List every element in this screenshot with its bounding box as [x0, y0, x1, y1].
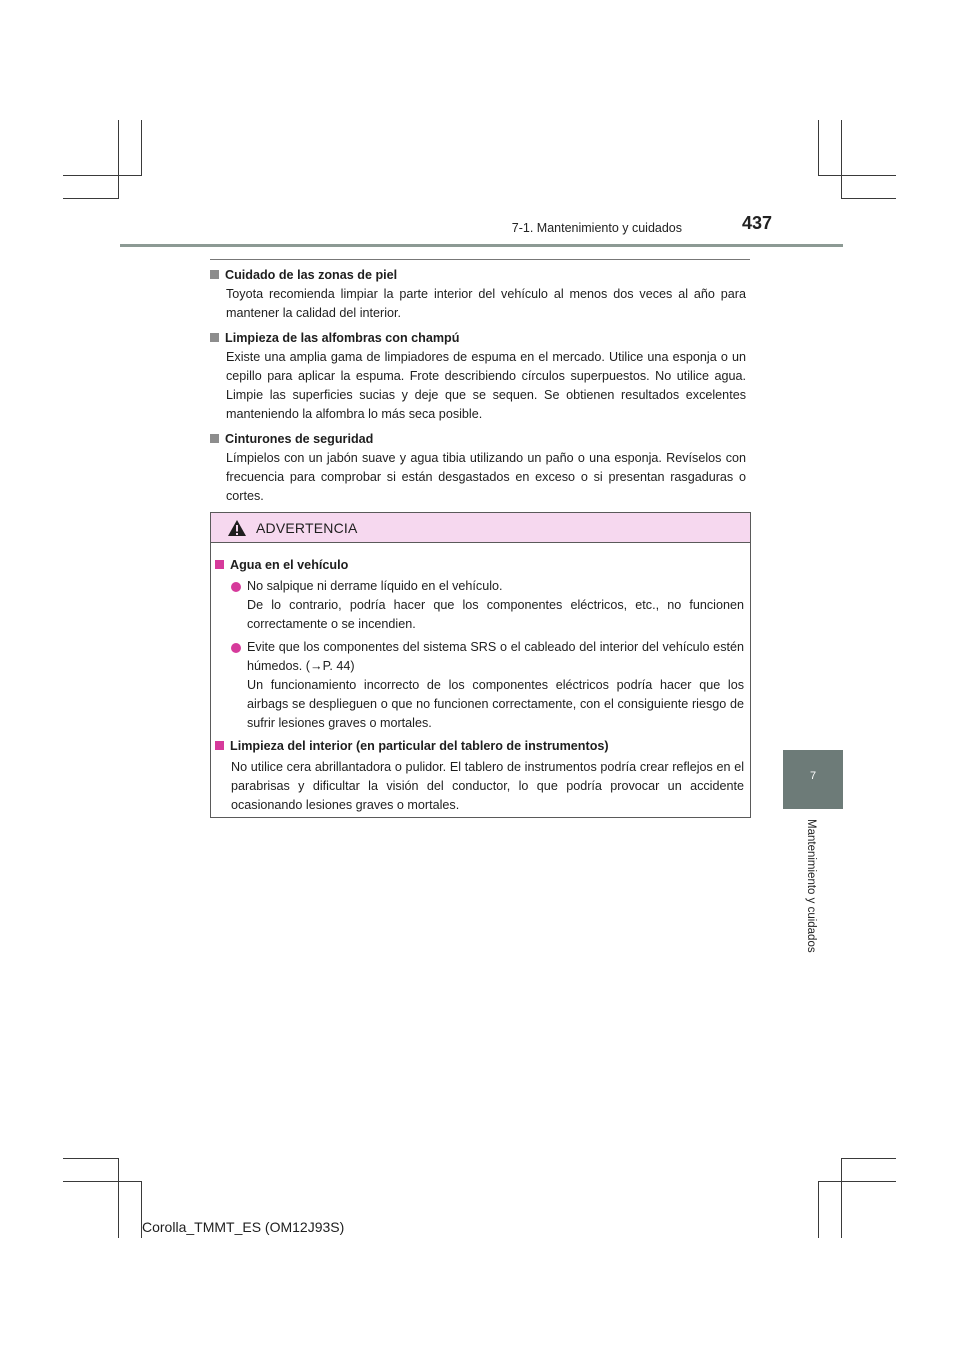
list-item: [210, 430, 746, 506]
crop-mark: [841, 1158, 842, 1238]
square-bullet-icon: [210, 434, 219, 443]
warning-header: [211, 513, 750, 543]
circle-bullet-icon: [231, 582, 241, 592]
crop-mark: [118, 120, 119, 198]
item-title: Cuidado de las zonas de piel: [225, 268, 398, 282]
crop-mark: [118, 1158, 119, 1238]
warning-section-title: Agua en el vehículo: [230, 558, 349, 572]
square-bullet-icon: [210, 333, 219, 342]
list-item: [210, 266, 746, 323]
crop-mark: [818, 1181, 896, 1182]
content-top-rule: [210, 259, 750, 260]
chapter-label: Mantenimiento y cuidados: [805, 819, 817, 953]
circle-bullet-icon: [231, 643, 241, 653]
chapter-number: 7: [809, 770, 817, 782]
list-item: [210, 329, 746, 424]
crop-mark: [141, 120, 142, 175]
warning-body: [211, 543, 750, 815]
crop-mark: [841, 198, 896, 199]
section-title: 7-1. Mantenimiento y cuidados: [511, 221, 682, 235]
warning-title: ADVERTENCIA: [256, 520, 358, 536]
page-number: 437: [742, 213, 773, 233]
warning-triangle-icon: [227, 519, 247, 537]
item-title: Limpieza de las alfombras con champú: [225, 331, 460, 345]
item-title: Cinturones de seguridad: [225, 432, 374, 446]
crop-mark: [63, 1158, 119, 1159]
crop-mark: [818, 120, 819, 175]
crop-mark: [841, 120, 842, 198]
square-bullet-icon: [215, 741, 224, 750]
warning-section-body: No utilice cera abrillantadora o pulidor. El tablero de instrumentos podría crear reflejos en el parabrisas y dificultar la visión del conductor, lo que podría provocar un accidente ocasionando lesiones graves o mortales.: [231, 760, 744, 812]
crop-mark: [841, 1158, 896, 1159]
warning-bullet: Evite que los componentes del sistema SRS o el cableado del interior del vehículo estén húmedos. (→P. 44) Un funcionamiento incorrecto de los componentes eléctricos podría hacer que los airbags se desplieguen o que no funcionen correctamente, con el consiguiente riesgo de sufrir lesiones graves o mortales.: [231, 638, 744, 733]
header-rule: [120, 244, 843, 247]
item-body: Toyota recomienda limpiar la parte interior del vehículo al menos dos veces al año para mantener la calidad del interior.: [226, 287, 746, 320]
main-content: [210, 266, 746, 512]
footer-text: Corolla_TMMT_ES (OM12J93S): [142, 1219, 345, 1235]
item-body: Límpielos con un jabón suave y agua tibia utilizando un paño o una esponja. Revíselos con frecuencia para comprobar si están desgastados en exceso o si presentan rasgaduras o cortes.: [226, 451, 746, 503]
crop-mark: [63, 1181, 142, 1182]
crop-mark: [818, 1181, 819, 1238]
warning-bullet: No salpique ni derrame líquido en el vehículo. De lo contrario, podría hacer que los componentes eléctricos, etc., no funcionen correctamente o se incendien.: [231, 577, 744, 634]
square-bullet-icon: [215, 560, 224, 569]
crop-mark: [818, 175, 896, 176]
item-body: Existe una amplia gama de limpiadores de espuma en el mercado. Utilice una esponja o un cepillo para aplicar la espuma. Frote describiendo círculos superpuestos. No utilice agua. Limpie las superficies sucias y deje que se sequen. Se obtienen resultados excelentes manteniendo la alfombra lo más seca posible.: [226, 350, 746, 421]
warning-section-title: Limpieza del interior (en particular del tablero de instrumentos): [230, 739, 609, 753]
chapter-tab: [783, 750, 843, 809]
square-bullet-icon: [210, 270, 219, 279]
warning-box: [210, 512, 751, 818]
crop-mark: [63, 198, 119, 199]
crop-mark: [63, 175, 142, 176]
